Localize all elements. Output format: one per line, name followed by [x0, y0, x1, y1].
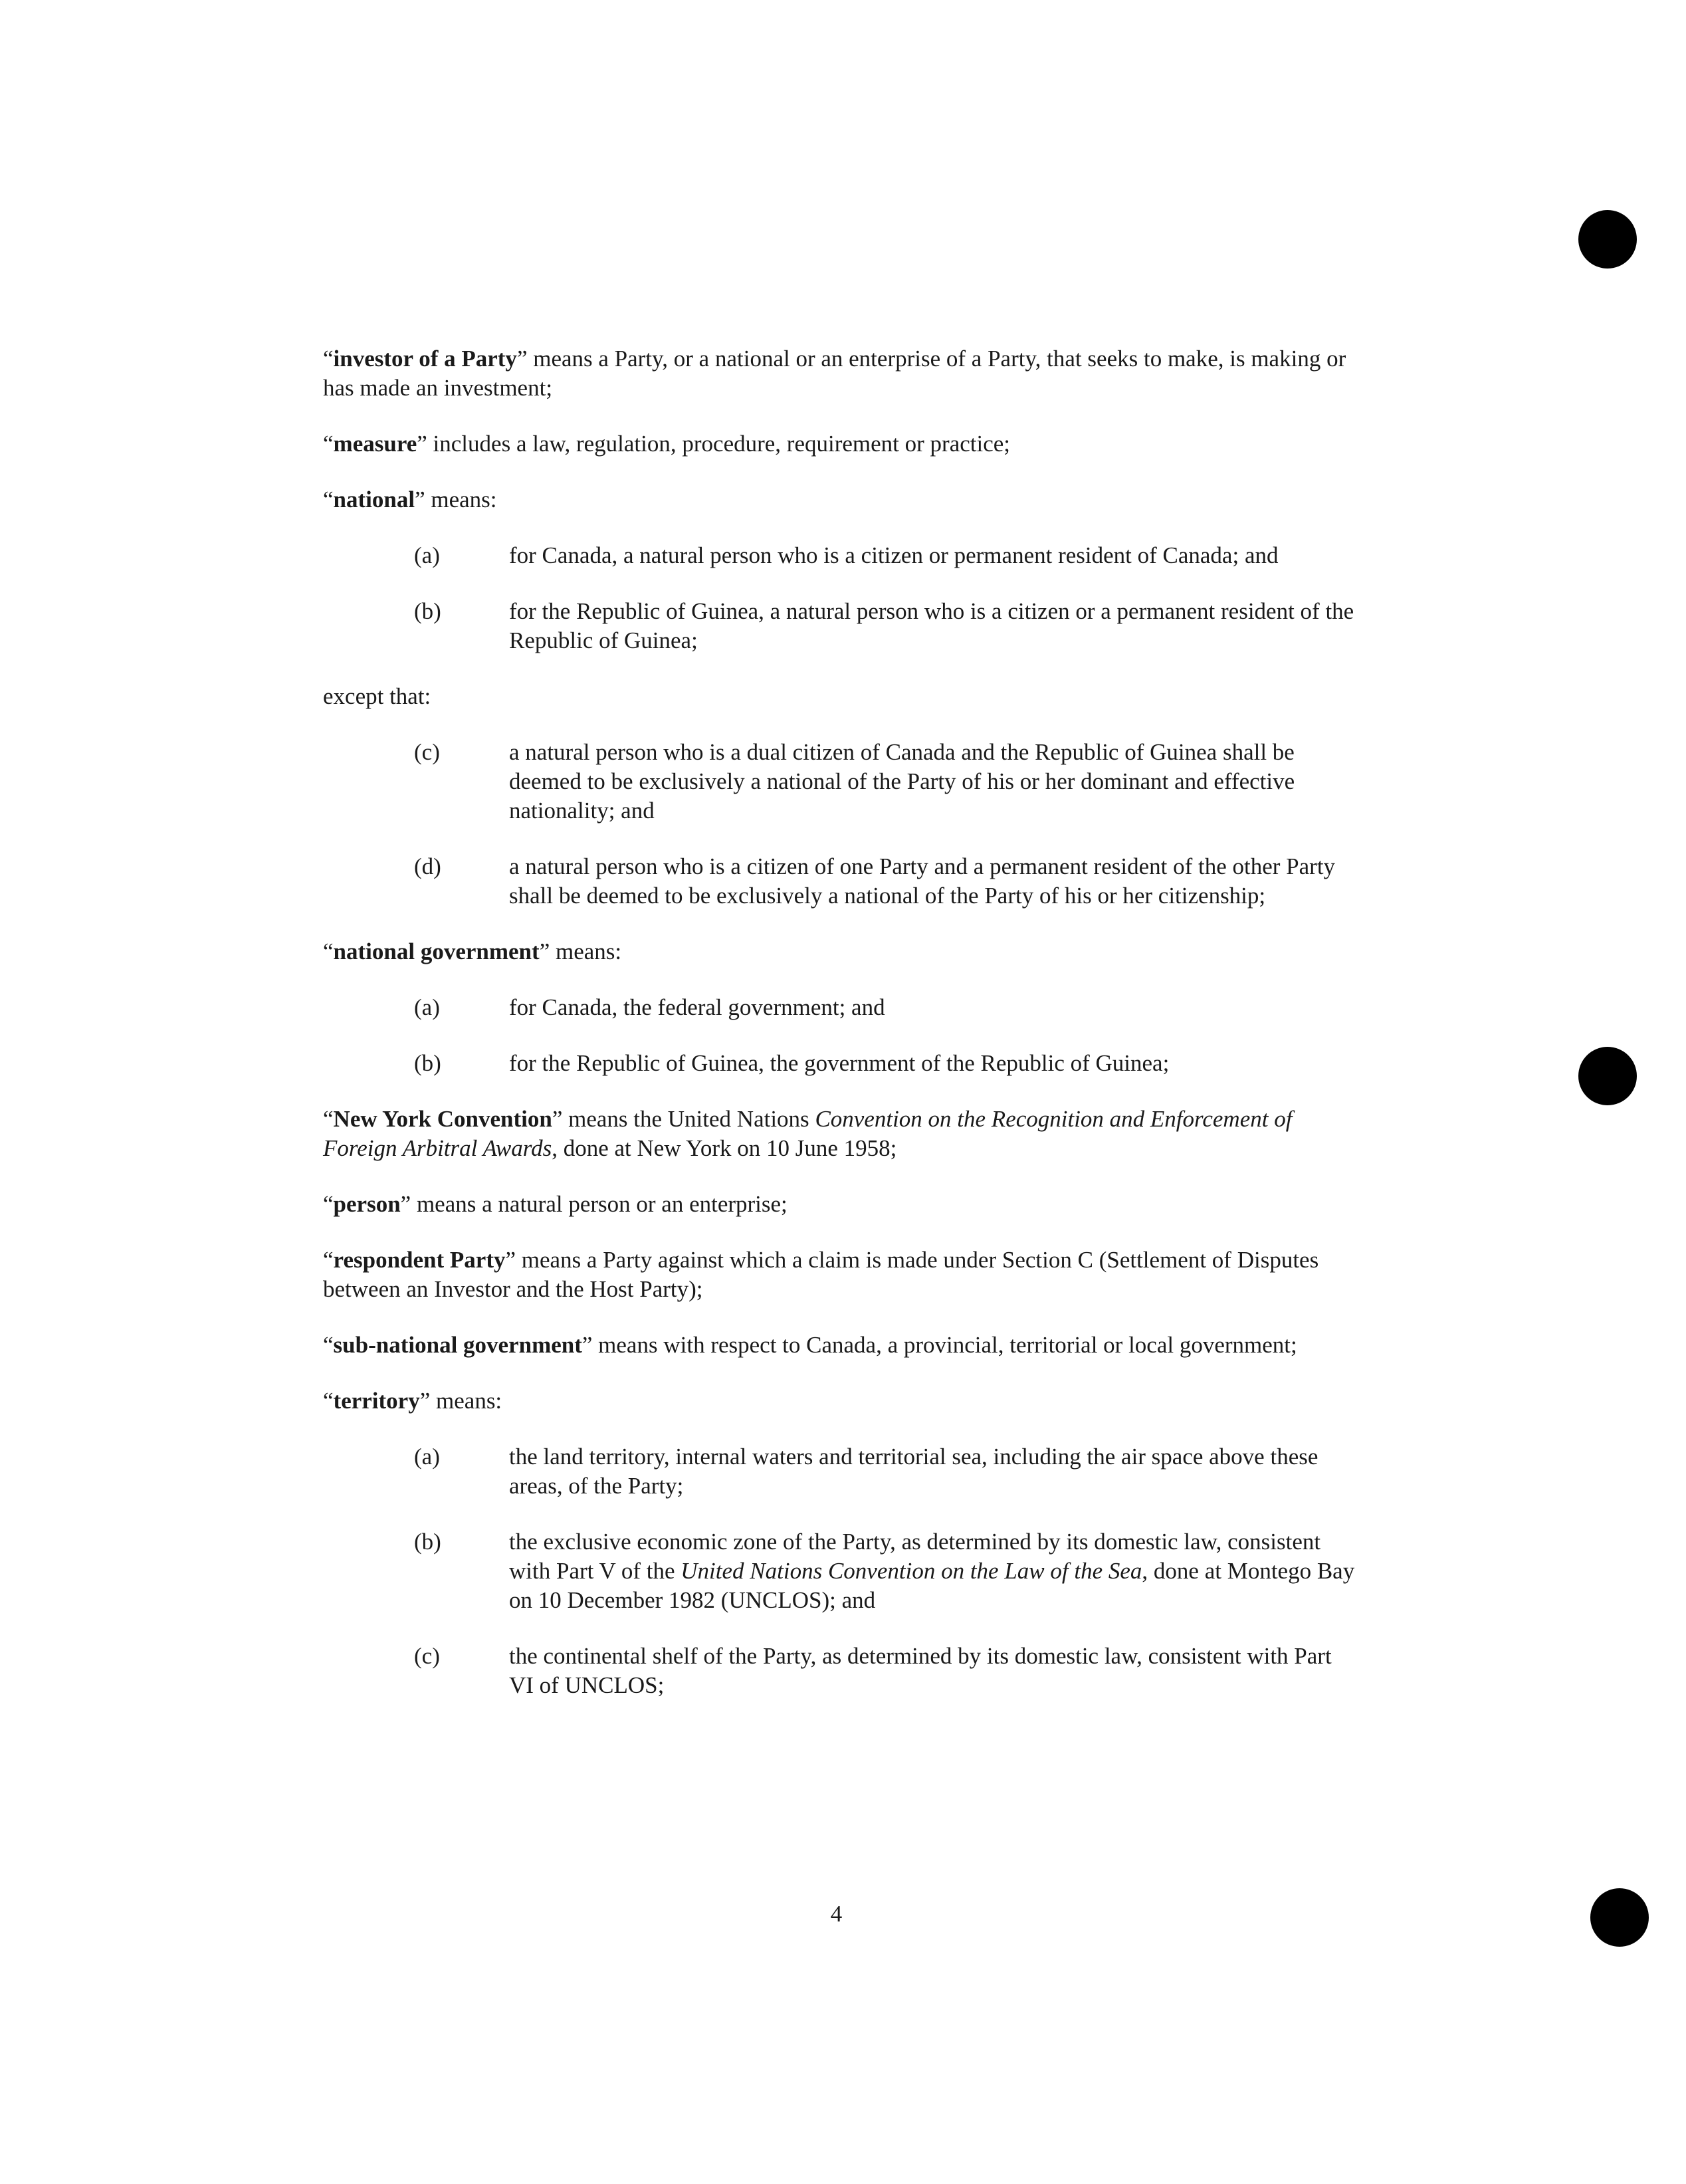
defined-term: national	[333, 487, 415, 512]
item-label: (c)	[414, 739, 440, 765]
list-item	[323, 541, 1360, 570]
definition-text: ” means with respect to Canada, a provincial, territorial or local government;	[581, 1332, 1297, 1358]
definition-text: , done at New York on 10 June 1958;	[552, 1135, 897, 1161]
list-item	[323, 993, 1360, 1022]
open-quote: “	[323, 938, 334, 964]
definition-measure	[323, 429, 1360, 459]
list-item	[323, 1527, 1360, 1615]
item-label: (b)	[414, 1529, 441, 1555]
item-text	[509, 1527, 1360, 1615]
punch-hole-top	[1578, 210, 1637, 269]
list-item	[323, 738, 1360, 825]
item-text: for the Republic of Guinea, the government of the Republic of Guinea;	[509, 1050, 1170, 1076]
open-quote: “	[323, 346, 334, 372]
item-text: a natural person who is a dual citizen of Canada and the Republic of Guinea shall be deemed to be exclusively a national of the Party of his or her dominant and effective nationality; and	[509, 739, 1295, 823]
defined-term: national government	[333, 938, 540, 964]
item-text: for Canada, a natural person who is a citizen or permanent resident of Canada; and	[509, 542, 1279, 568]
list-item	[323, 1442, 1360, 1501]
open-quote: “	[323, 1332, 334, 1358]
page-number: 4	[830, 1901, 843, 1927]
open-quote: “	[323, 1191, 334, 1217]
defined-term: territory	[333, 1388, 420, 1414]
punch-hole-middle	[1578, 1047, 1637, 1105]
item-text-part: the exclusive economic zone of the Party, as determined by its domestic law, consistent with Part V of the	[509, 1529, 1321, 1584]
list-item	[323, 852, 1360, 911]
list-item	[323, 597, 1360, 655]
definition-person	[323, 1190, 1360, 1219]
definition-text: ” means a natural person or an enterprise;	[400, 1191, 788, 1217]
definition-text: ” means a Party against which a claim is made under Section C (Settlement of Disputes between an Investor and the Host Party);	[323, 1247, 1319, 1302]
open-quote: “	[323, 1388, 334, 1414]
except-that-text: except that:	[323, 683, 431, 709]
item-text: the land territory, internal waters and territorial sea, including the air space above these areas, of the Party;	[509, 1444, 1318, 1499]
definition-sub-national-government	[323, 1331, 1360, 1360]
definition-text: ” means:	[415, 487, 497, 512]
definition-text: ” means:	[419, 1388, 502, 1414]
definition-text: ” means a Party, or a national or an enterprise of a Party, that seeks to make, is making or has made an investment;	[323, 346, 1346, 401]
definition-new-york-convention	[323, 1105, 1360, 1163]
item-label: (c)	[414, 1643, 440, 1669]
item-text: the continental shelf of the Party, as determined by its domestic law, consistent with Part VI of UNCLOS;	[509, 1643, 1332, 1698]
convention-title: Convention on the Recognition and Enforcement of Foreign Arbitral Awards	[323, 1106, 1293, 1161]
defined-term: investor of a Party	[333, 346, 517, 372]
defined-term: sub-national government	[333, 1332, 582, 1358]
item-label: (b)	[414, 598, 441, 624]
open-quote: “	[323, 487, 334, 512]
definition-text: ” means the United Nations	[552, 1106, 815, 1132]
definition-national	[323, 485, 1360, 514]
item-text: for Canada, the federal government; and	[509, 994, 885, 1020]
item-label: (a)	[414, 1444, 440, 1470]
definition-respondent-party	[323, 1246, 1360, 1304]
item-label: (d)	[414, 853, 441, 879]
defined-term: person	[333, 1191, 401, 1217]
definition-investor-of-a-party	[323, 344, 1360, 403]
open-quote: “	[323, 1247, 334, 1273]
definition-text: ” includes a law, regulation, procedure, requirement or practice;	[417, 431, 1011, 457]
definition-national-government	[323, 937, 1360, 966]
item-text: a natural person who is a citizen of one Party and a permanent resident of the other Party shall be deemed to be exclusively a national of the Party of his or her citizenship;	[509, 853, 1336, 909]
open-quote: “	[323, 431, 334, 457]
item-label: (a)	[414, 542, 440, 568]
defined-term: respondent Party	[333, 1247, 506, 1273]
definitions-body	[323, 344, 1360, 1727]
item-text-part: , done at Montego Bay on 10 December 1982 (UNCLOS); and	[509, 1558, 1355, 1613]
open-quote: “	[323, 1106, 334, 1132]
definition-territory	[323, 1386, 1360, 1416]
list-item	[323, 1049, 1360, 1078]
list-item	[323, 1642, 1360, 1700]
item-text: for the Republic of Guinea, a natural person who is a citizen or a permanent resident of the Republic of Guinea;	[509, 598, 1354, 653]
definition-text: ” means:	[539, 938, 622, 964]
item-label: (b)	[414, 1050, 441, 1076]
defined-term: New York Convention	[333, 1106, 552, 1132]
convention-title: United Nations Convention on the Law of the Sea	[681, 1558, 1142, 1584]
defined-term: measure	[333, 431, 417, 457]
item-label: (a)	[414, 994, 440, 1020]
